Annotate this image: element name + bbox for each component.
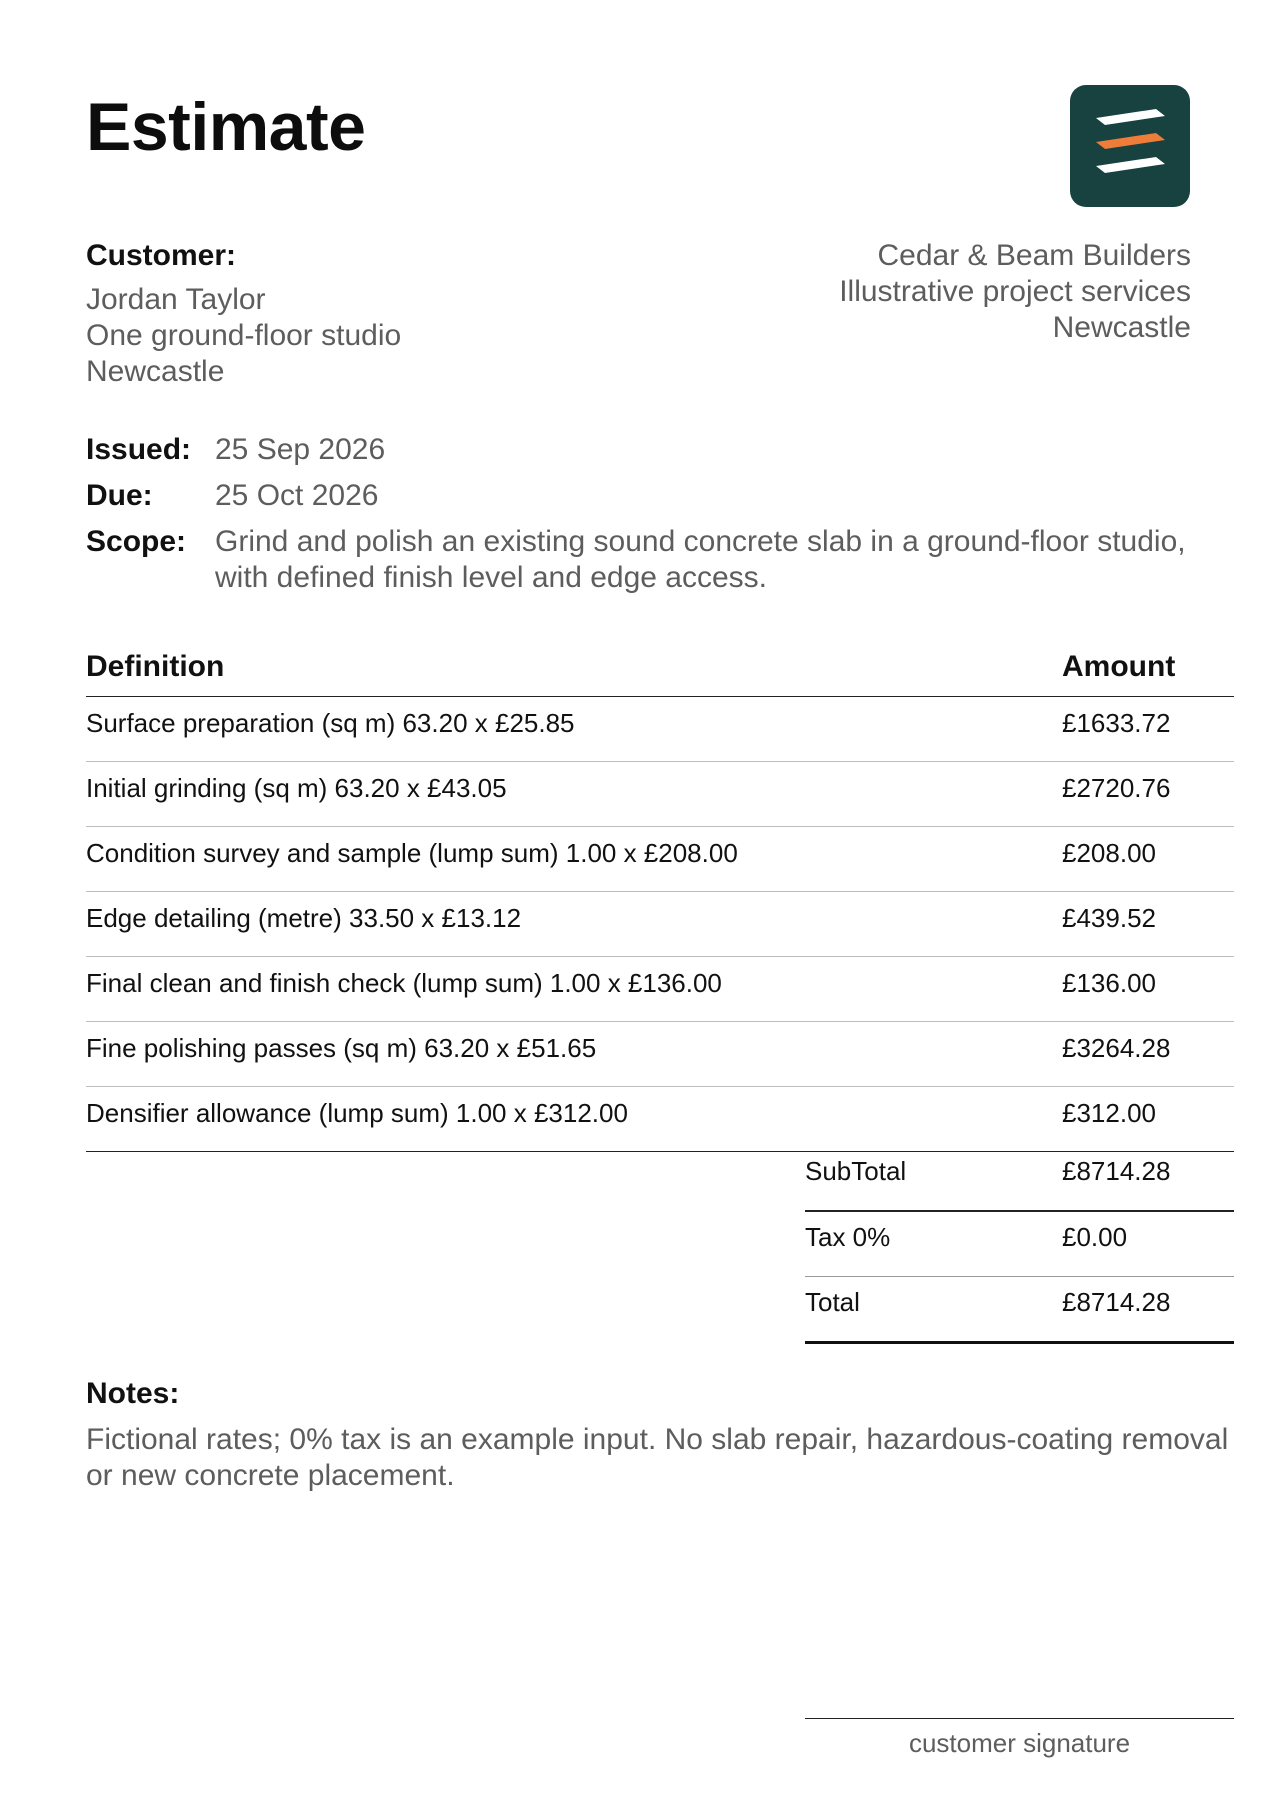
- table-row: [86, 1087, 1234, 1152]
- table-row: [86, 957, 1234, 1022]
- line-item-amount: £1633.72: [1062, 707, 1171, 738]
- line-item-definition: Densifier allowance (lump sum) 1.00 x £312.00: [86, 1097, 628, 1128]
- table-row: [86, 762, 1234, 827]
- notes-text: Fictional rates; 0% tax is an example input. No slab repair, hazardous-coating removal or new concrete placement.: [86, 1423, 1229, 1492]
- company-tagline: Illustrative project services: [839, 275, 1191, 308]
- tax-row: [805, 1212, 1234, 1277]
- definition-header: Definition: [86, 650, 225, 683]
- customer-city: Newcastle: [86, 355, 225, 388]
- table-row: [86, 1022, 1234, 1087]
- line-item-amount: £3264.28: [1062, 1032, 1171, 1063]
- total-value: £8714.28: [1062, 1286, 1171, 1317]
- due-row: [86, 478, 1235, 514]
- total-row: [805, 1277, 1234, 1344]
- subtotal-value: £8714.28: [1062, 1155, 1171, 1186]
- table-header: [86, 650, 1234, 697]
- company-name: Cedar & Beam Builders: [877, 239, 1191, 272]
- issued-label: Issued:: [86, 433, 192, 466]
- totals-block: [805, 1146, 1234, 1344]
- line-item-definition: Edge detailing (metre) 33.50 x £13.12: [86, 902, 522, 933]
- due-date: 25 Oct 2026: [215, 479, 379, 512]
- line-items-table: [86, 650, 1234, 1152]
- tax-label: Tax 0%: [805, 1221, 891, 1252]
- line-item-definition: Surface preparation (sq m) 63.20 x £25.85: [86, 707, 575, 738]
- customer-name: Jordan Taylor: [86, 283, 266, 316]
- scope-text: Grind and polish an existing sound concrete slab in a ground-floor studio, with defined finish level and edge access.: [215, 525, 1186, 594]
- line-item-definition: Initial grinding (sq m) 63.20 x £43.05: [86, 772, 507, 803]
- company-logo: [1070, 85, 1190, 207]
- line-item-definition: Condition survey and sample (lump sum) 1.00 x £208.00: [86, 837, 738, 868]
- line-item-definition: Fine polishing passes (sq m) 63.20 x £51.65: [86, 1032, 597, 1063]
- line-item-amount: £136.00: [1062, 967, 1156, 998]
- due-label: Due:: [86, 479, 153, 512]
- notes-block: [86, 1376, 1236, 1494]
- scope-row: [86, 524, 1235, 596]
- line-item-definition: Final clean and finish check (lump sum) 1.00 x £136.00: [86, 967, 722, 998]
- issued-date: 25 Sep 2026: [215, 433, 386, 466]
- company-block: [839, 238, 1191, 346]
- total-label: Total: [805, 1286, 860, 1317]
- line-item-amount: £208.00: [1062, 837, 1156, 868]
- issued-row: [86, 432, 1235, 468]
- subtotal-label: SubTotal: [805, 1155, 907, 1186]
- customer-label: Customer:: [86, 239, 237, 272]
- company-city: Newcastle: [1052, 311, 1191, 344]
- document-title: Estimate: [86, 89, 366, 165]
- customer-address: One ground-floor studio: [86, 319, 402, 352]
- subtotal-row: [805, 1146, 1234, 1212]
- tax-value: £0.00: [1062, 1221, 1128, 1252]
- estimate-meta: [86, 432, 1235, 606]
- line-item-amount: £439.52: [1062, 902, 1156, 933]
- amount-header: Amount: [1062, 650, 1176, 683]
- notes-label: Notes:: [86, 1377, 180, 1410]
- customer-block: [86, 238, 401, 390]
- scope-label: Scope:: [86, 525, 187, 558]
- line-item-amount: £312.00: [1062, 1097, 1156, 1128]
- table-row: [86, 892, 1234, 957]
- line-item-amount: £2720.76: [1062, 772, 1171, 803]
- signature-label: customer signature: [908, 1728, 1131, 1758]
- table-row: [86, 827, 1234, 892]
- table-row: [86, 697, 1234, 762]
- signature-line: [805, 1718, 1234, 1719]
- stacked-layers-icon: [1070, 85, 1190, 207]
